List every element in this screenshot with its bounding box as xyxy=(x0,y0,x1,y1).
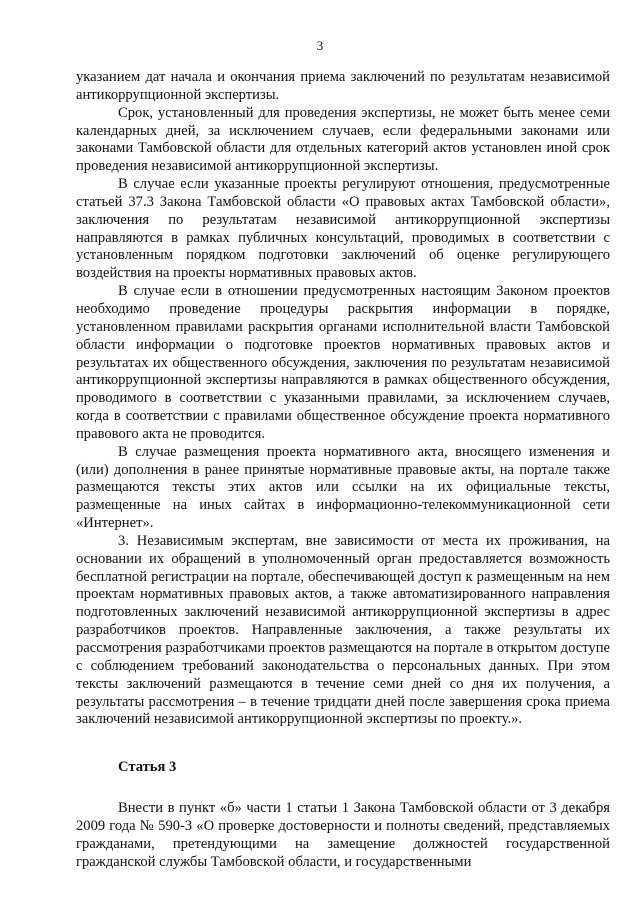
paragraph-disclosure-procedure: В случае если в отношении предусмотренных настоящим Законом проектов необходимо проведение процедуры раскрытия информации в порядке, установленном правилами раскрытия органами исполнительной власти Тамбовской области информации о подготовке проектов нормативных правовых актов и результатах их общественного обсуждения, заключения по результатам независимой антикоррупционной экспертизы направляются в рамках общественного обсуждения, проводимого в соответствии с указанными правилами, за исключением случаев, когда в соответствии с правилами общественное обсуждение проекта нормативного правового акта не проводится. xyxy=(76,283,610,442)
paragraph-amendment-texts: В случае размещения проекта нормативного акта, вносящего изменения и (или) дополнения в ранее принятые нормативные правовые акты, на портале также размещаются тексты этих актов или ссылки на их официальные тексты, размещенные на иных сайтах в информационно-телекоммуникационной сети «Интернет». xyxy=(76,443,610,532)
document-body xyxy=(76,69,610,871)
paragraph-article-3: Внести в пункт «б» части 1 статьи 1 Закона Тамбовской области от 3 декабря 2009 года № 590-З «О проверке достоверности и полноты сведений, представляемых гражданами, претендующими на замещение должностей государственной гражданской службы Тамбовской области, и государственными xyxy=(76,800,610,870)
paragraph-continuation: указанием дат начала и окончания приема заключений по результатам независимой антикоррупционной экспертизы. xyxy=(76,69,610,103)
page-number: 3 xyxy=(316,38,324,53)
paragraph-deadline: Срок, установленный для проведения экспертизы, не может быть менее семи календарных дней, за исключением случаев, если федеральными законами или законами Тамбовской области для отдельных категорий актов установлен иной срок проведения независимой антикоррупционной экспертизы. xyxy=(76,104,610,175)
paragraph-public-consultations: В случае если указанные проекты регулируют отношения, предусмотренные статьей 37.3 Закона Тамбовской области «О правовых актах Тамбовской области», заключения по результатам независимой антикоррупционной экспертизы направляются в рамках публичных консультаций, проводимых в соответствии с установленным порядком подготовки заключений об оценке регулирующего воздействия на проекты нормативных правовых актов. xyxy=(76,176,610,282)
paragraph-expert-registration: 3. Независимым экспертам, вне зависимости от места их проживания, на основании их обращений в уполномоченный орган предоставляется возможность бесплатной регистрации на портале, обеспечивающей доступ к размещенным на нем проектам нормативных правовых актов, а также автоматизированного направления подготовленных заключений независимой антикоррупционной экспертизы в адрес разработчиков проектов. Направленные заключения, а также результаты их рассмотрения разработчиками проектов размещаются на портале в открытом доступе с соблюдением требований законодательства о персональных данных. При этом тексты заключений размещаются в течение семи дней со дня их получения, а результаты рассмотрения – в течение тридцати дней после завершения срока приема заключений независимой антикоррупционной экспертизы по проекту.». xyxy=(76,532,610,728)
article-heading: Статья 3 xyxy=(118,759,177,776)
